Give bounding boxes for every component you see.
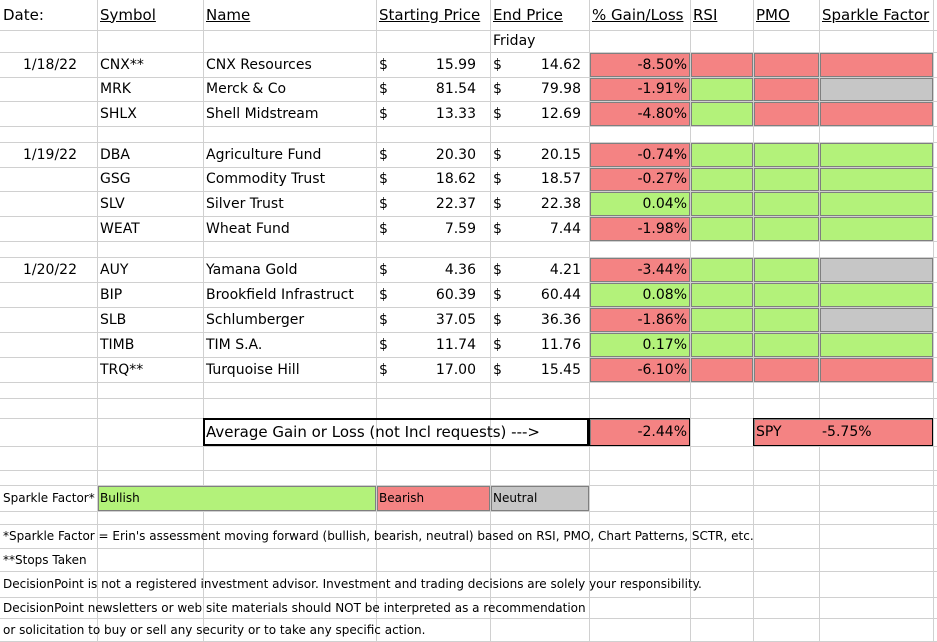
row-start-currency[interactable] [376, 332, 396, 357]
header-date-text: Date: [3, 5, 44, 24]
row-end-currency[interactable] [490, 332, 510, 357]
row-name[interactable] [203, 101, 376, 126]
row-rsi-indicator[interactable] [691, 53, 753, 77]
row-end-price[interactable] [510, 307, 589, 332]
row-gain-loss-text: -4.80% [637, 105, 687, 122]
row-start-currency-text: $ [379, 146, 388, 163]
row-name-text: Silver Trust [206, 195, 284, 212]
row-pmo-indicator[interactable] [754, 168, 819, 191]
row-sparkle-indicator[interactable] [820, 283, 933, 307]
row-name[interactable] [203, 257, 376, 282]
row-start-currency[interactable] [376, 257, 396, 282]
footnote-text: or solicitation to buy or sell any security or to take any specific action. [3, 622, 426, 637]
row-sparkle-indicator[interactable] [820, 258, 933, 282]
spy-label[interactable] [753, 418, 819, 446]
row-end-currency[interactable] [490, 216, 510, 241]
row-rsi-indicator[interactable] [691, 308, 753, 332]
row-gain-loss-text: -0.74% [637, 146, 687, 163]
header-end-price-sub-text: Friday [493, 33, 536, 49]
row-end-price-text: 11.76 [540, 336, 581, 353]
row-name-text: Agriculture Fund [206, 146, 322, 163]
row-gain-loss[interactable] [589, 52, 690, 77]
row-name[interactable] [203, 52, 376, 77]
footnote-text: *Sparkle Factor = Erin's assessment moving forward (bullish, bearish, neutral) based on RSI, PMO, Chart Patterns, SCTR, etc. [3, 529, 754, 543]
row-name[interactable] [203, 357, 376, 382]
row-start-currency-text: $ [379, 171, 388, 187]
row-symbol-text: BIP [100, 286, 123, 303]
row-gridline [0, 446, 937, 447]
row-symbol[interactable] [97, 282, 203, 307]
row-gridline [0, 30, 937, 31]
row-gain-loss[interactable] [589, 142, 690, 167]
legend-neutral-text: Neutral [493, 491, 538, 505]
row-gain-loss-text: -0.27% [637, 171, 687, 187]
average-value-text: -2.44% [637, 424, 687, 440]
row-gain-loss-text: -8.50% [637, 56, 687, 73]
row-end-currency-text: $ [493, 171, 502, 187]
row-starting-price[interactable] [396, 101, 490, 126]
row-end-currency-text: $ [493, 286, 502, 303]
footnote[interactable] [0, 597, 937, 618]
row-rsi-indicator[interactable] [691, 258, 753, 282]
row-symbol-text: SLV [100, 195, 125, 212]
row-gain-loss-text: 0.17% [642, 336, 687, 353]
row-pmo-indicator[interactable] [754, 258, 819, 282]
footnote[interactable] [0, 548, 937, 571]
row-end-currency-text: $ [493, 56, 502, 73]
row-start-currency-text: $ [379, 81, 388, 97]
row-starting-price[interactable] [396, 77, 490, 101]
row-name[interactable] [203, 191, 376, 216]
row-end-currency[interactable] [490, 52, 510, 77]
row-gain-loss[interactable] [589, 77, 690, 101]
row-end-price[interactable] [510, 191, 589, 216]
row-pmo-indicator[interactable] [754, 308, 819, 332]
row-starting-price-text: 4.36 [444, 261, 476, 278]
average-value[interactable] [589, 418, 690, 446]
row-rsi-indicator[interactable] [691, 217, 753, 241]
row-symbol-text: MRK [100, 81, 131, 97]
row-starting-price[interactable] [396, 216, 490, 241]
row-starting-price-text: 60.39 [435, 286, 476, 303]
row-start-currency[interactable] [376, 216, 396, 241]
row-start-currency-text: $ [379, 286, 388, 303]
row-pmo-indicator[interactable] [754, 283, 819, 307]
row-symbol[interactable] [97, 332, 203, 357]
row-starting-price-text: 20.30 [435, 146, 476, 163]
row-sparkle-indicator[interactable] [820, 168, 933, 191]
row-sparkle-indicator[interactable] [820, 78, 933, 101]
header-rsi-text: RSI [693, 5, 718, 24]
header-rsi[interactable] [690, 0, 753, 30]
row-symbol[interactable] [97, 216, 203, 241]
row-name-text: Schlumberger [206, 311, 305, 328]
header-name-text: Name [206, 5, 251, 24]
row-starting-price[interactable] [396, 167, 490, 191]
row-rsi-indicator[interactable] [691, 358, 753, 382]
row-starting-price[interactable] [396, 357, 490, 382]
row-start-currency[interactable] [376, 52, 396, 77]
header-starting-price-text: Starting Price [379, 5, 481, 24]
row-sparkle-indicator[interactable] [820, 102, 933, 126]
row-name[interactable] [203, 332, 376, 357]
row-start-currency-text: $ [379, 361, 388, 378]
row-starting-price-text: 18.62 [435, 171, 476, 187]
row-name[interactable] [203, 307, 376, 332]
row-end-currency[interactable] [490, 167, 510, 191]
row-rsi-indicator[interactable] [691, 143, 753, 167]
row-gain-loss-text: -1.98% [637, 220, 687, 237]
row-pmo-indicator[interactable] [754, 217, 819, 241]
row-symbol[interactable] [97, 77, 203, 101]
row-symbol-text: WEAT [100, 220, 140, 237]
row-symbol[interactable] [97, 52, 203, 77]
row-end-price[interactable] [510, 52, 589, 77]
row-end-currency[interactable] [490, 282, 510, 307]
row-pmo-indicator[interactable] [754, 192, 819, 216]
row-end-price[interactable] [510, 282, 589, 307]
row-start-currency[interactable] [376, 142, 396, 167]
row-date-text: 1/19/22 [23, 146, 77, 163]
row-name[interactable] [203, 282, 376, 307]
row-gain-loss[interactable] [589, 282, 690, 307]
row-name-text: Merck & Co [206, 81, 287, 97]
row-end-currency[interactable] [490, 77, 510, 101]
row-end-price[interactable] [510, 101, 589, 126]
legend-neutral[interactable] [490, 485, 589, 511]
row-starting-price[interactable] [396, 191, 490, 216]
legend-bullish-text: Bullish [100, 491, 140, 505]
row-end-price[interactable] [510, 332, 589, 357]
row-symbol[interactable] [97, 101, 203, 126]
row-symbol-text: TRQ** [100, 361, 144, 378]
row-symbol[interactable] [97, 357, 203, 382]
row-date-text: 1/18/22 [23, 56, 77, 73]
row-end-price-text: 12.69 [540, 105, 581, 122]
row-name[interactable] [203, 142, 376, 167]
row-end-currency-text: $ [493, 336, 502, 353]
row-date[interactable] [0, 142, 97, 167]
row-pmo-indicator[interactable] [754, 143, 819, 167]
row-end-price-text: 4.21 [549, 261, 581, 278]
row-date[interactable] [0, 52, 97, 77]
row-gridline [0, 382, 937, 383]
row-rsi-indicator[interactable] [691, 168, 753, 191]
row-sparkle-indicator[interactable] [820, 358, 933, 382]
legend-bearish-text: Bearish [379, 491, 425, 505]
row-sparkle-indicator[interactable] [820, 192, 933, 216]
row-end-price-text: 15.45 [540, 361, 581, 378]
row-end-currency-text: $ [493, 146, 502, 163]
row-gain-loss-text: 0.08% [642, 286, 687, 303]
row-rsi-indicator[interactable] [691, 283, 753, 307]
header-end-price-text: End Price [493, 5, 563, 24]
row-starting-price[interactable] [396, 257, 490, 282]
row-starting-price[interactable] [396, 282, 490, 307]
row-starting-price-text: 13.33 [435, 105, 476, 122]
row-start-currency-text: $ [379, 336, 388, 353]
header-end-price-sub[interactable] [490, 30, 589, 52]
row-name-text: Turquoise Hill [206, 361, 300, 378]
row-gain-loss[interactable] [589, 357, 690, 382]
row-start-currency-text: $ [379, 56, 388, 73]
row-pmo-indicator[interactable] [754, 78, 819, 101]
row-name-text: Shell Midstream [206, 105, 319, 122]
row-end-currency-text: $ [493, 195, 502, 212]
row-end-price[interactable] [510, 357, 589, 382]
footnote[interactable] [0, 571, 937, 597]
row-start-currency-text: $ [379, 311, 388, 328]
header-symbol-text: Symbol [100, 5, 156, 24]
row-end-currency-text: $ [493, 81, 502, 97]
row-end-price[interactable] [510, 142, 589, 167]
row-start-currency[interactable] [376, 77, 396, 101]
row-start-currency-text: $ [379, 261, 388, 278]
row-end-currency-text: $ [493, 361, 502, 378]
row-starting-price-text: 17.00 [435, 361, 476, 378]
row-start-currency[interactable] [376, 357, 396, 382]
row-symbol[interactable] [97, 142, 203, 167]
row-gain-loss[interactable] [589, 101, 690, 126]
row-end-price[interactable] [510, 77, 589, 101]
header-gain-loss[interactable] [589, 0, 690, 30]
row-name[interactable] [203, 216, 376, 241]
row-gain-loss-text: -1.91% [637, 81, 687, 97]
row-starting-price-text: 7.59 [444, 220, 476, 237]
row-gain-loss-text: 0.04% [642, 195, 687, 212]
row-date-text: 1/20/22 [23, 261, 77, 278]
row-end-currency[interactable] [490, 357, 510, 382]
row-rsi-indicator[interactable] [691, 192, 753, 216]
row-end-price-text: 20.15 [540, 146, 581, 163]
row-end-price-text: 18.57 [540, 171, 581, 187]
row-pmo-indicator[interactable] [754, 102, 819, 126]
row-starting-price-text: 22.37 [435, 195, 476, 212]
legend-bullish[interactable] [97, 485, 376, 511]
footnote[interactable] [0, 524, 937, 548]
row-name-text: TIM S.A. [206, 336, 263, 353]
average-label[interactable] [203, 418, 589, 446]
header-name[interactable] [203, 0, 376, 30]
row-gain-loss[interactable] [589, 332, 690, 357]
row-end-price[interactable] [510, 216, 589, 241]
row-starting-price-text: 37.05 [435, 311, 476, 328]
row-starting-price[interactable] [396, 307, 490, 332]
row-date[interactable] [0, 257, 97, 282]
row-gain-loss-text: -3.44% [637, 261, 687, 278]
header-symbol[interactable] [97, 0, 203, 30]
legend-bearish[interactable] [376, 485, 490, 511]
row-name-text: Wheat Fund [206, 220, 290, 237]
row-start-currency[interactable] [376, 191, 396, 216]
row-rsi-indicator[interactable] [691, 333, 753, 357]
row-symbol-text: SHLX [100, 105, 137, 122]
row-gridline [0, 470, 937, 471]
header-pmo-text: PMO [756, 5, 790, 24]
footnote-text: DecisionPoint is not a registered investment advisor. Investment and trading decisions are solely your responsibility. [3, 577, 702, 591]
header-gain-loss-text: % Gain/Loss [592, 5, 684, 24]
row-symbol-text: TIMB [100, 336, 135, 353]
row-symbol-text: CNX** [100, 56, 144, 73]
row-sparkle-indicator[interactable] [820, 143, 933, 167]
row-starting-price-text: 11.74 [435, 336, 476, 353]
row-end-price-text: 7.44 [549, 220, 581, 237]
row-gain-loss[interactable] [589, 216, 690, 241]
row-symbol[interactable] [97, 191, 203, 216]
header-sparkle-factor-text: Sparkle Factor [822, 5, 930, 24]
row-end-price-text: 14.62 [540, 56, 581, 73]
row-name[interactable] [203, 77, 376, 101]
row-end-currency[interactable] [490, 257, 510, 282]
row-symbol-text: GSG [100, 171, 131, 187]
row-start-currency-text: $ [379, 195, 388, 212]
row-name-text: CNX Resources [206, 56, 312, 73]
average-label-text: Average Gain or Loss (not Incl requests) ---> [206, 422, 540, 441]
header-pmo[interactable] [753, 0, 819, 30]
row-gain-loss[interactable] [589, 167, 690, 191]
row-symbol[interactable] [97, 257, 203, 282]
row-rsi-indicator[interactable] [691, 102, 753, 126]
row-rsi-indicator[interactable] [691, 78, 753, 101]
header-date[interactable] [0, 0, 97, 30]
row-gridline [0, 398, 937, 399]
row-gridline [0, 126, 937, 127]
row-starting-price[interactable] [396, 142, 490, 167]
spy-value[interactable] [819, 418, 933, 446]
row-name-text: Yamana Gold [206, 261, 298, 278]
row-end-price-text: 22.38 [540, 195, 581, 212]
row-end-price-text: 79.98 [540, 81, 581, 97]
spy-label-text: SPY [756, 424, 782, 440]
header-sparkle-factor[interactable] [819, 0, 933, 30]
row-end-currency-text: $ [493, 261, 502, 278]
row-pmo-indicator[interactable] [754, 358, 819, 382]
row-gain-loss[interactable] [589, 257, 690, 282]
footnote-text: **Stops Taken [3, 552, 87, 567]
row-gain-loss[interactable] [589, 307, 690, 332]
footnote-text: DecisionPoint newsletters or web site materials should NOT be interpreted as a recommendation [3, 600, 586, 615]
row-end-price-text: 36.36 [540, 311, 581, 328]
header-end-price[interactable] [490, 0, 589, 30]
row-starting-price-text: 15.99 [435, 56, 476, 73]
row-end-currency-text: $ [493, 220, 502, 237]
row-start-currency[interactable] [376, 282, 396, 307]
legend-title-text: Sparkle Factor* [3, 491, 95, 505]
spy-value-text: -5.75% [822, 424, 872, 440]
row-end-currency[interactable] [490, 101, 510, 126]
row-name[interactable] [203, 167, 376, 191]
row-name-text: Brookfield Infrastruct [206, 286, 354, 303]
row-gain-loss-text: -1.86% [637, 311, 687, 328]
row-starting-price[interactable] [396, 52, 490, 77]
row-start-currency-text: $ [379, 220, 388, 237]
row-end-price[interactable] [510, 257, 589, 282]
row-symbol-text: AUY [100, 261, 129, 278]
legend-title[interactable] [0, 485, 97, 511]
row-symbol-text: SLB [100, 311, 127, 328]
row-starting-price-text: 81.54 [435, 81, 476, 97]
row-gain-loss-text: -6.10% [637, 361, 687, 378]
header-starting-price[interactable] [376, 0, 490, 30]
row-gridline [0, 511, 937, 512]
row-end-currency-text: $ [493, 311, 502, 328]
row-pmo-indicator[interactable] [754, 53, 819, 77]
row-symbol-text: DBA [100, 146, 130, 163]
row-gain-loss[interactable] [589, 191, 690, 216]
row-end-price[interactable] [510, 167, 589, 191]
row-starting-price[interactable] [396, 332, 490, 357]
row-start-currency[interactable] [376, 101, 396, 126]
row-name-text: Commodity Trust [206, 171, 326, 187]
row-start-currency[interactable] [376, 307, 396, 332]
row-symbol[interactable] [97, 167, 203, 191]
row-sparkle-indicator[interactable] [820, 333, 933, 357]
row-sparkle-indicator[interactable] [820, 308, 933, 332]
row-sparkle-indicator[interactable] [820, 53, 933, 77]
footnote[interactable] [0, 618, 937, 641]
row-end-currency-text: $ [493, 105, 502, 122]
row-start-currency[interactable] [376, 167, 396, 191]
row-start-currency-text: $ [379, 105, 388, 122]
row-end-currency[interactable] [490, 142, 510, 167]
row-end-currency[interactable] [490, 307, 510, 332]
row-end-price-text: 60.44 [540, 286, 581, 303]
row-end-currency[interactable] [490, 191, 510, 216]
row-sparkle-indicator[interactable] [820, 217, 933, 241]
row-symbol[interactable] [97, 307, 203, 332]
row-pmo-indicator[interactable] [754, 333, 819, 357]
row-gridline [0, 241, 937, 242]
